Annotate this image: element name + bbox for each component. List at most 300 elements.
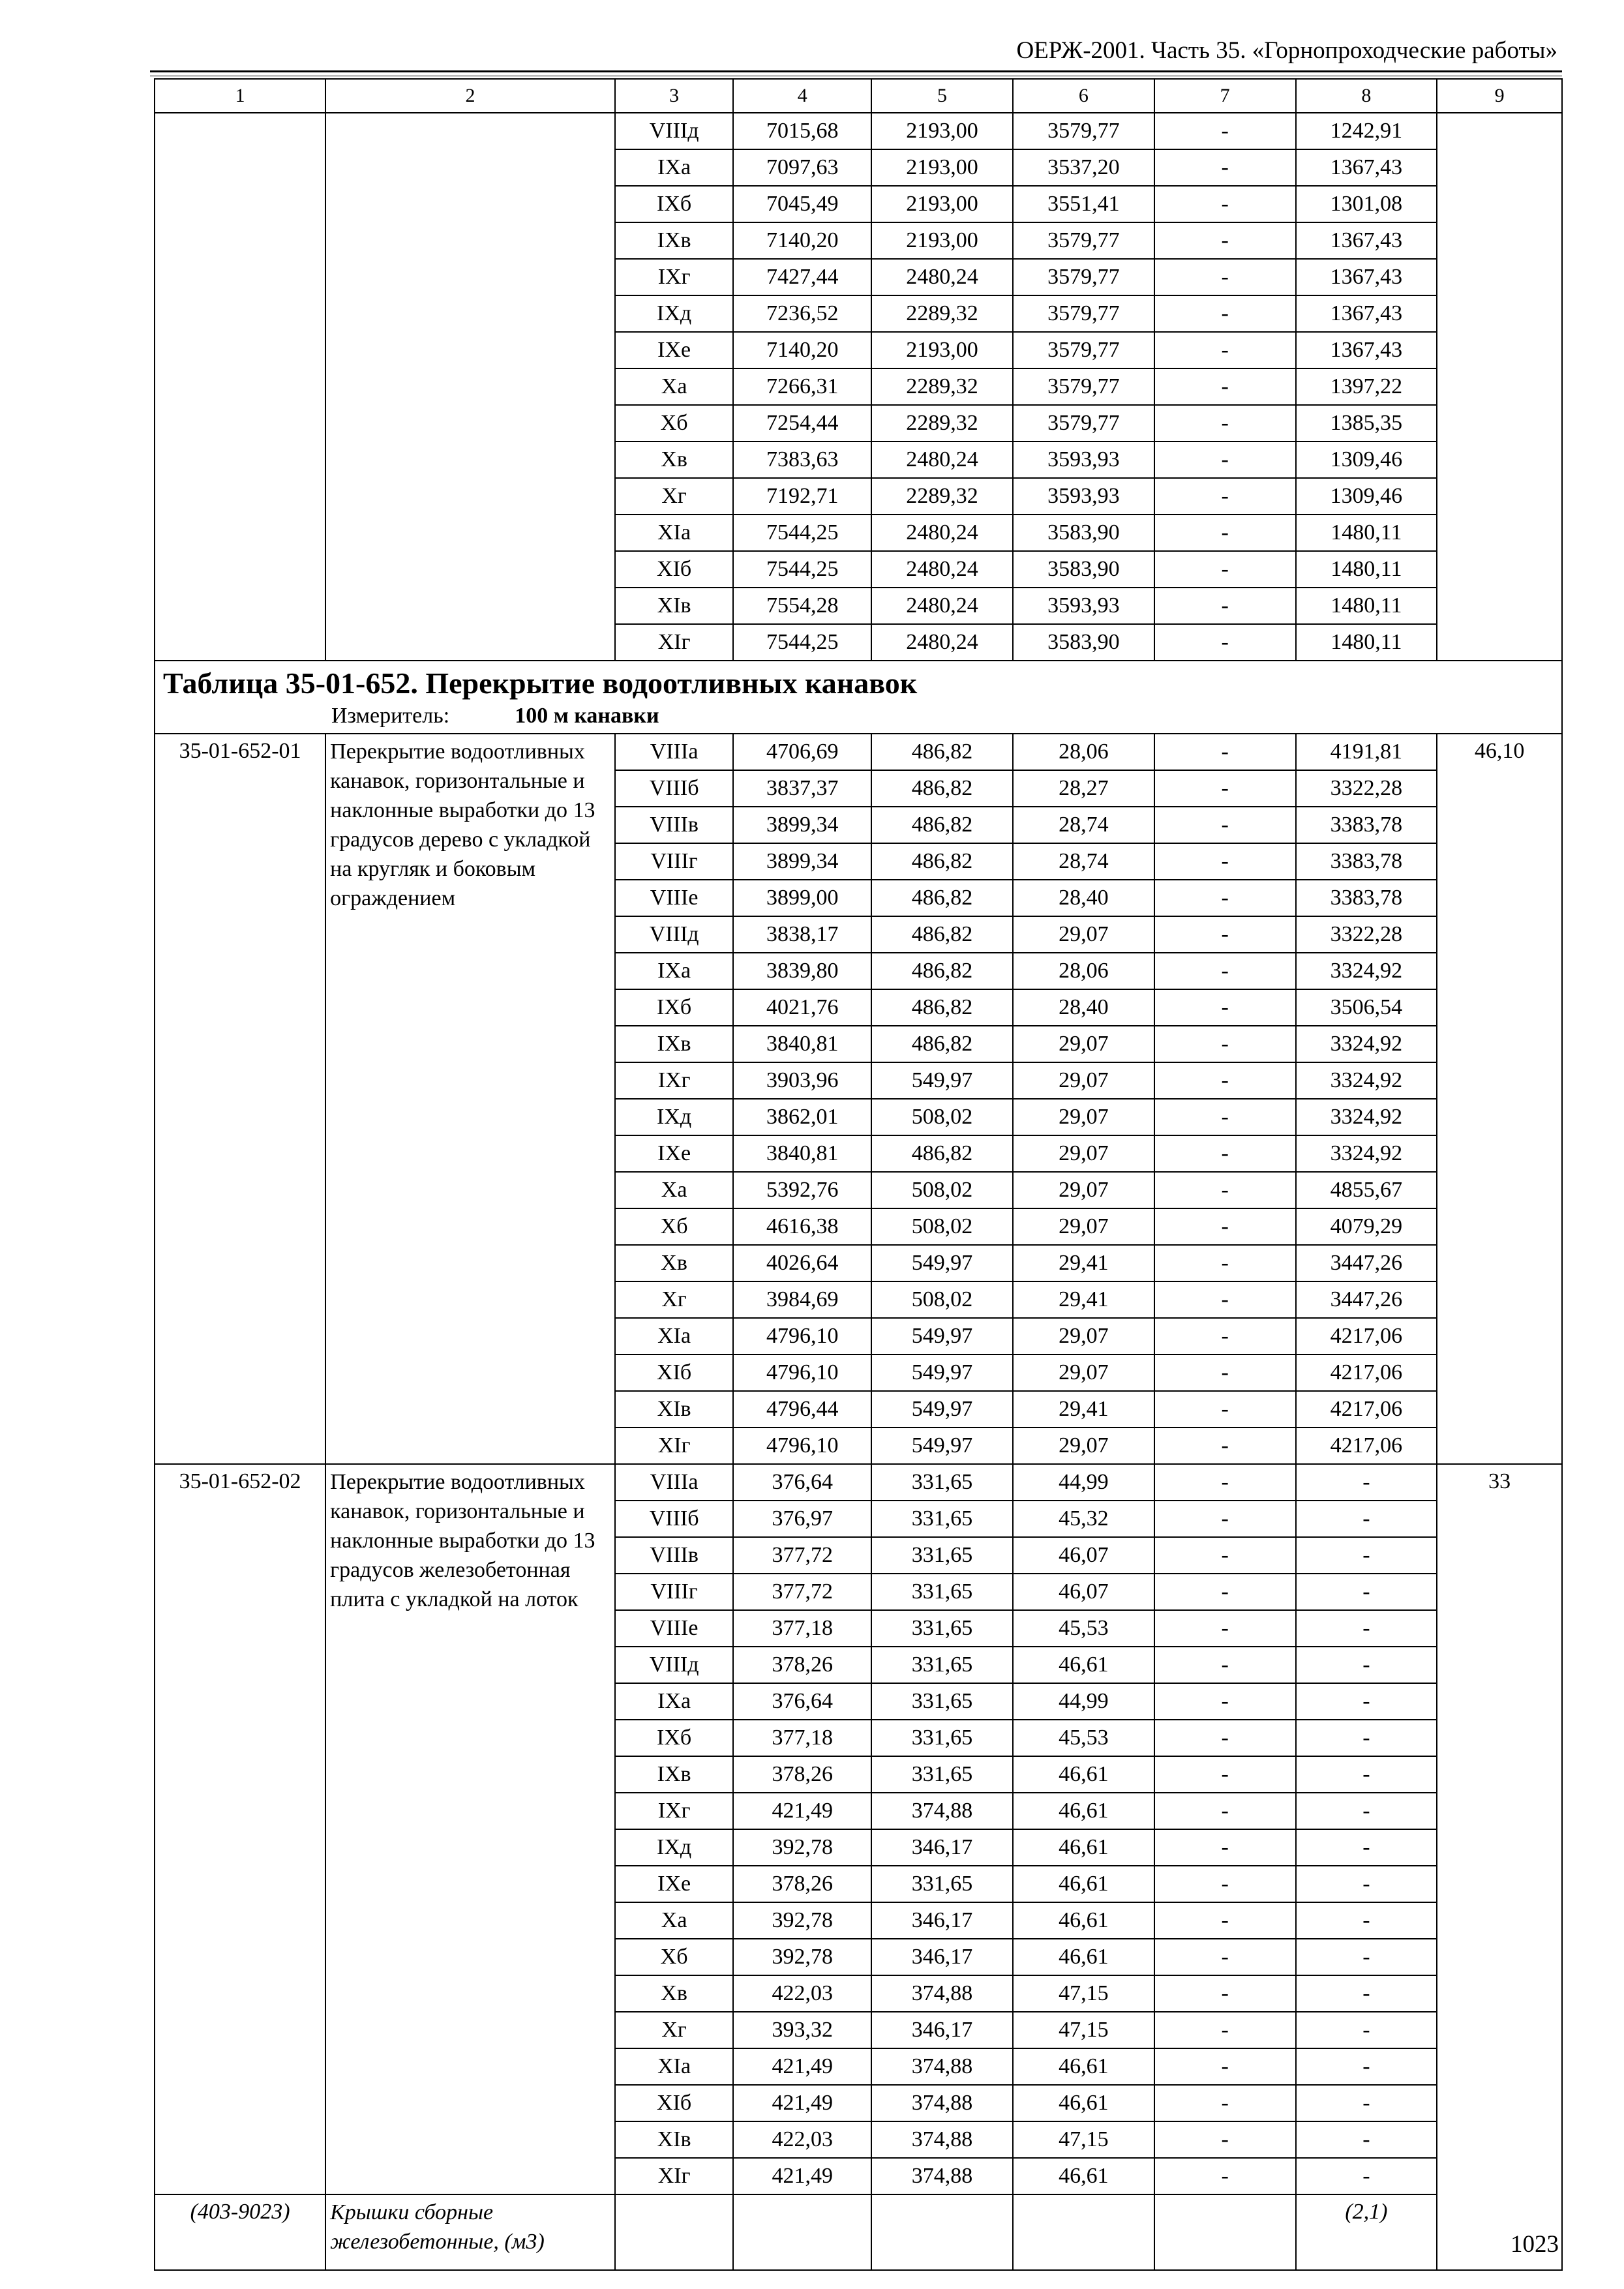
direct-cost-cell: 7140,20 — [733, 332, 871, 368]
machine-labor-cell: - — [1154, 2048, 1296, 2085]
labor-cost-cell: 2480,24 — [871, 588, 1013, 624]
category-cell: Xа — [615, 1172, 734, 1208]
labor-cost-cell: 346,17 — [871, 2012, 1013, 2048]
machine-cost-cell: 29,41 — [1013, 1391, 1154, 1428]
machine-cost-cell: 28,74 — [1013, 843, 1154, 880]
materials-cost-cell: 4855,67 — [1296, 1172, 1437, 1208]
machine-labor-cell: - — [1154, 186, 1296, 222]
category-cell: Xб — [615, 1939, 734, 1975]
machine-labor-cell: - — [1154, 1537, 1296, 1574]
category-cell: VIIIв — [615, 1537, 734, 1574]
machine-cost-cell: 3537,20 — [1013, 149, 1154, 186]
machine-labor-cell: - — [1154, 1245, 1296, 1281]
materials-cost-cell: - — [1296, 2085, 1437, 2121]
machine-cost-cell: 29,41 — [1013, 1281, 1154, 1318]
machine-labor-cell: - — [1154, 916, 1296, 953]
machine-labor-cell: - — [1154, 259, 1296, 295]
running-header: ОЕРЖ-2001. Часть 35. «Горнопроходческие работы» — [1016, 37, 1557, 64]
machine-labor-cell: - — [1154, 1281, 1296, 1318]
labor-cost-cell: 374,88 — [871, 2085, 1013, 2121]
direct-cost-cell: 392,78 — [733, 1829, 871, 1866]
category-cell: VIIIа — [615, 1464, 734, 1501]
labor-cost-cell: 549,97 — [871, 1354, 1013, 1391]
machine-labor-cell: - — [1154, 1135, 1296, 1172]
materials-cost-cell: 3322,28 — [1296, 770, 1437, 807]
materials-cost-cell: 4191,81 — [1296, 734, 1437, 770]
direct-cost-cell: 422,03 — [733, 2121, 871, 2158]
machine-cost-cell: 29,07 — [1013, 1135, 1154, 1172]
machine-labor-cell: - — [1154, 1939, 1296, 1975]
item-description: Перекрытие водоотливных канавок, горизонтальные и наклонные выработки до 13 градусов железобетонная плита с укладкой на лоток — [325, 1464, 615, 2194]
category-cell: VIIIд — [615, 916, 734, 953]
item-code: 35-01-652-02 — [155, 1464, 325, 2194]
direct-cost-cell: 7192,71 — [733, 478, 871, 515]
materials-cost-cell: 3324,92 — [1296, 1062, 1437, 1099]
machine-cost-cell: 47,15 — [1013, 2121, 1154, 2158]
direct-cost-cell: 378,26 — [733, 1866, 871, 1902]
direct-cost-cell: 3840,81 — [733, 1135, 871, 1172]
materials-cost-cell: - — [1296, 1574, 1437, 1610]
direct-cost-cell: 392,78 — [733, 1939, 871, 1975]
machine-labor-cell: - — [1154, 295, 1296, 332]
materials-cost-cell: 3506,54 — [1296, 989, 1437, 1026]
rates-table — [154, 78, 1563, 2271]
labor-cost-cell: 331,65 — [871, 1720, 1013, 1756]
resource-note-row — [155, 2194, 1562, 2270]
machine-labor-cell: - — [1154, 332, 1296, 368]
direct-cost-cell: 4796,10 — [733, 1354, 871, 1391]
labor-cost-cell: 2480,24 — [871, 624, 1013, 661]
machine-cost-cell: 46,61 — [1013, 2085, 1154, 2121]
machine-cost-cell: 29,07 — [1013, 1318, 1154, 1354]
machine-cost-cell: 3583,90 — [1013, 515, 1154, 551]
labor-cost-cell: 486,82 — [871, 916, 1013, 953]
column-number: 2 — [325, 79, 615, 113]
machine-cost-cell: 29,07 — [1013, 1428, 1154, 1464]
category-cell: XIб — [615, 2085, 734, 2121]
machine-cost-cell: 46,61 — [1013, 1756, 1154, 1793]
category-cell: Xб — [615, 405, 734, 441]
category-cell: IXб — [615, 1720, 734, 1756]
labor-cost-cell: 2289,32 — [871, 368, 1013, 405]
machine-labor-cell: - — [1154, 2121, 1296, 2158]
category-cell: IXб — [615, 989, 734, 1026]
machine-labor-cell: - — [1154, 1756, 1296, 1793]
direct-cost-cell: 4616,38 — [733, 1208, 871, 1245]
category-cell: IXв — [615, 1026, 734, 1062]
machine-labor-cell: - — [1154, 149, 1296, 186]
labor-cost-cell: 2193,00 — [871, 186, 1013, 222]
labor-cost-cell: 549,97 — [871, 1391, 1013, 1428]
machine-cost-cell: 3579,77 — [1013, 295, 1154, 332]
category-cell: XIг — [615, 1428, 734, 1464]
materials-cost-cell: 4217,06 — [1296, 1354, 1437, 1391]
resource-code: (403-9023) — [155, 2194, 325, 2270]
category-cell: VIIIг — [615, 843, 734, 880]
machine-cost-cell: 28,06 — [1013, 953, 1154, 989]
resource-quantity: (2,1) — [1296, 2194, 1437, 2270]
direct-cost-cell: 378,26 — [733, 1756, 871, 1793]
direct-cost-cell: 392,78 — [733, 1902, 871, 1939]
materials-cost-cell: 1385,35 — [1296, 405, 1437, 441]
machine-labor-cell: - — [1154, 1354, 1296, 1391]
machine-labor-cell: - — [1154, 588, 1296, 624]
labor-cost-cell: 486,82 — [871, 807, 1013, 843]
table-title-row — [155, 661, 1562, 734]
machine-labor-cell: - — [1154, 1428, 1296, 1464]
materials-cost-cell: 1309,46 — [1296, 441, 1437, 478]
direct-cost-cell: 7254,44 — [733, 405, 871, 441]
materials-cost-cell: 1397,22 — [1296, 368, 1437, 405]
machine-labor-cell: - — [1154, 1720, 1296, 1756]
empty-cell — [733, 2194, 871, 2270]
measure-line — [155, 703, 1561, 733]
materials-cost-cell: - — [1296, 2121, 1437, 2158]
labor-cost-cell: 374,88 — [871, 2048, 1013, 2085]
machine-labor-cell: - — [1154, 113, 1296, 149]
direct-cost-cell: 3862,01 — [733, 1099, 871, 1135]
category-cell: XIв — [615, 588, 734, 624]
direct-cost-cell: 7097,63 — [733, 149, 871, 186]
category-cell: Xв — [615, 1975, 734, 2012]
machine-labor-cell: - — [1154, 624, 1296, 661]
category-cell: VIIIв — [615, 807, 734, 843]
labor-cost-cell: 508,02 — [871, 1281, 1013, 1318]
category-cell: VIIIе — [615, 1610, 734, 1647]
materials-cost-cell: 4217,06 — [1296, 1391, 1437, 1428]
machine-cost-cell: 46,07 — [1013, 1574, 1154, 1610]
machine-cost-cell: 47,15 — [1013, 2012, 1154, 2048]
category-cell: IXе — [615, 332, 734, 368]
machine-cost-cell: 3593,93 — [1013, 478, 1154, 515]
materials-cost-cell: - — [1296, 1537, 1437, 1574]
category-cell: IXб — [615, 186, 734, 222]
labor-cost-cell: 486,82 — [871, 770, 1013, 807]
labor-cost-cell: 2289,32 — [871, 295, 1013, 332]
machine-cost-cell: 44,99 — [1013, 1683, 1154, 1720]
materials-cost-cell: - — [1296, 1501, 1437, 1537]
direct-cost-cell: 7544,25 — [733, 515, 871, 551]
direct-cost-cell: 378,26 — [733, 1647, 871, 1683]
category-cell: IXг — [615, 1062, 734, 1099]
column-number: 9 — [1437, 79, 1562, 113]
category-cell: IXа — [615, 1683, 734, 1720]
column-number: 5 — [871, 79, 1013, 113]
direct-cost-cell: 3838,17 — [733, 916, 871, 953]
measure-value: 100 м канавки — [515, 704, 659, 728]
machine-cost-cell: 29,41 — [1013, 1245, 1154, 1281]
direct-cost-cell: 3837,37 — [733, 770, 871, 807]
materials-cost-cell: - — [1296, 1756, 1437, 1793]
category-cell: IXа — [615, 149, 734, 186]
labor-cost-cell: 331,65 — [871, 1574, 1013, 1610]
machine-labor-cell: - — [1154, 1026, 1296, 1062]
direct-cost-cell: 421,49 — [733, 2158, 871, 2194]
materials-cost-cell: 1367,43 — [1296, 259, 1437, 295]
direct-cost-cell: 3903,96 — [733, 1062, 871, 1099]
machine-labor-cell: - — [1154, 1793, 1296, 1829]
materials-cost-cell: 1367,43 — [1296, 222, 1437, 259]
machine-labor-cell: - — [1154, 368, 1296, 405]
machine-cost-cell: 46,61 — [1013, 1829, 1154, 1866]
machine-labor-cell: - — [1154, 1902, 1296, 1939]
machine-labor-cell: - — [1154, 880, 1296, 916]
machine-labor-cell: - — [1154, 515, 1296, 551]
empty-cell — [1154, 2194, 1296, 2270]
labor-cost-cell: 549,97 — [871, 1062, 1013, 1099]
labor-cost-cell: 2480,24 — [871, 515, 1013, 551]
item-workers: 33 — [1437, 1464, 1562, 2270]
machine-cost-cell: 28,27 — [1013, 770, 1154, 807]
machine-labor-cell: - — [1154, 2158, 1296, 2194]
materials-cost-cell: 3324,92 — [1296, 1135, 1437, 1172]
direct-cost-cell: 377,18 — [733, 1610, 871, 1647]
machine-cost-cell: 3551,41 — [1013, 186, 1154, 222]
materials-cost-cell: - — [1296, 2048, 1437, 2085]
labor-cost-cell: 2193,00 — [871, 332, 1013, 368]
table-row — [155, 1464, 1562, 1501]
labor-cost-cell: 2289,32 — [871, 405, 1013, 441]
machine-cost-cell: 3579,77 — [1013, 259, 1154, 295]
machine-cost-cell: 46,61 — [1013, 1793, 1154, 1829]
materials-cost-cell: - — [1296, 2158, 1437, 2194]
direct-cost-cell: 376,64 — [733, 1464, 871, 1501]
machine-labor-cell: - — [1154, 1208, 1296, 1245]
category-cell: XIб — [615, 551, 734, 588]
materials-cost-cell: - — [1296, 1720, 1437, 1756]
machine-cost-cell: 3579,77 — [1013, 222, 1154, 259]
materials-cost-cell: 1367,43 — [1296, 332, 1437, 368]
labor-cost-cell: 331,65 — [871, 1756, 1013, 1793]
labor-cost-cell: 346,17 — [871, 1829, 1013, 1866]
column-number: 3 — [615, 79, 734, 113]
labor-cost-cell: 374,88 — [871, 2158, 1013, 2194]
column-number: 6 — [1013, 79, 1154, 113]
materials-cost-cell: 3383,78 — [1296, 843, 1437, 880]
machine-cost-cell: 29,07 — [1013, 1026, 1154, 1062]
machine-labor-cell: - — [1154, 1099, 1296, 1135]
machine-cost-cell: 46,61 — [1013, 1902, 1154, 1939]
materials-cost-cell: - — [1296, 1939, 1437, 1975]
machine-labor-cell: - — [1154, 1318, 1296, 1354]
empty-cell — [615, 2194, 734, 2270]
materials-cost-cell: 3447,26 — [1296, 1281, 1437, 1318]
machine-cost-cell: 47,15 — [1013, 1975, 1154, 2012]
machine-labor-cell: - — [1154, 2085, 1296, 2121]
machine-labor-cell: - — [1154, 953, 1296, 989]
empty-cell — [1013, 2194, 1154, 2270]
labor-cost-cell: 2193,00 — [871, 222, 1013, 259]
direct-cost-cell: 376,64 — [733, 1683, 871, 1720]
machine-cost-cell: 3579,77 — [1013, 368, 1154, 405]
direct-cost-cell: 393,32 — [733, 2012, 871, 2048]
materials-cost-cell: 4217,06 — [1296, 1428, 1437, 1464]
labor-cost-cell: 508,02 — [871, 1172, 1013, 1208]
direct-cost-cell: 7427,44 — [733, 259, 871, 295]
direct-cost-cell: 376,97 — [733, 1501, 871, 1537]
labor-cost-cell: 2193,00 — [871, 113, 1013, 149]
machine-cost-cell: 45,53 — [1013, 1610, 1154, 1647]
column-number: 4 — [733, 79, 871, 113]
labor-cost-cell: 2193,00 — [871, 149, 1013, 186]
category-cell: Xг — [615, 1281, 734, 1318]
machine-cost-cell: 3593,93 — [1013, 588, 1154, 624]
direct-cost-cell: 3899,34 — [733, 843, 871, 880]
machine-labor-cell: - — [1154, 770, 1296, 807]
machine-labor-cell: - — [1154, 1647, 1296, 1683]
page-number: 1023 — [1511, 2231, 1559, 2258]
machine-cost-cell: 3579,77 — [1013, 405, 1154, 441]
direct-cost-cell: 7015,68 — [733, 113, 871, 149]
materials-cost-cell: 3322,28 — [1296, 916, 1437, 953]
machine-labor-cell: - — [1154, 1464, 1296, 1501]
direct-cost-cell: 422,03 — [733, 1975, 871, 2012]
category-cell: IXд — [615, 1099, 734, 1135]
table-title-cell — [155, 661, 1562, 734]
materials-cost-cell: 3383,78 — [1296, 880, 1437, 916]
machine-cost-cell: 29,07 — [1013, 1172, 1154, 1208]
labor-cost-cell: 2289,32 — [871, 478, 1013, 515]
direct-cost-cell: 4021,76 — [733, 989, 871, 1026]
direct-cost-cell: 7266,31 — [733, 368, 871, 405]
materials-cost-cell: 3383,78 — [1296, 807, 1437, 843]
materials-cost-cell: 1480,11 — [1296, 624, 1437, 661]
category-cell: XIг — [615, 2158, 734, 2194]
materials-cost-cell: - — [1296, 1866, 1437, 1902]
category-cell: VIIIг — [615, 1574, 734, 1610]
table-title: Таблица 35-01-652. Перекрытие водоотливных канавок — [163, 666, 918, 700]
measure-label: Измеритель: — [331, 704, 450, 728]
category-cell: IXг — [615, 259, 734, 295]
labor-cost-cell: 549,97 — [871, 1428, 1013, 1464]
direct-cost-cell: 4796,10 — [733, 1318, 871, 1354]
category-cell: IXа — [615, 953, 734, 989]
item-description: Перекрытие водоотливных канавок, горизонтальные и наклонные выработки до 13 градусов дерево с укладкой на кругляк и боковым ограждением — [325, 734, 615, 1464]
workers-cell — [1437, 113, 1562, 661]
column-number: 1 — [155, 79, 325, 113]
machine-cost-cell: 3579,77 — [1013, 113, 1154, 149]
machine-labor-cell: - — [1154, 405, 1296, 441]
materials-cost-cell: - — [1296, 1464, 1437, 1501]
column-number: 7 — [1154, 79, 1296, 113]
category-cell: IXв — [615, 1756, 734, 1793]
resource-description: Крышки сборные железобетонные, (м3) — [325, 2194, 615, 2270]
machine-cost-cell: 29,07 — [1013, 1354, 1154, 1391]
category-cell: IXе — [615, 1135, 734, 1172]
direct-cost-cell: 421,49 — [733, 2048, 871, 2085]
category-cell: XIв — [615, 1391, 734, 1428]
machine-cost-cell: 46,61 — [1013, 2158, 1154, 2194]
labor-cost-cell: 331,65 — [871, 1683, 1013, 1720]
category-cell: Xа — [615, 368, 734, 405]
labor-cost-cell: 374,88 — [871, 1975, 1013, 2012]
materials-cost-cell: 4217,06 — [1296, 1318, 1437, 1354]
category-cell: VIIIе — [615, 880, 734, 916]
direct-cost-cell: 4796,10 — [733, 1428, 871, 1464]
machine-cost-cell: 29,07 — [1013, 1208, 1154, 1245]
labor-cost-cell: 346,17 — [871, 1939, 1013, 1975]
category-cell: IXв — [615, 222, 734, 259]
category-cell: Xв — [615, 1245, 734, 1281]
machine-cost-cell: 46,61 — [1013, 1647, 1154, 1683]
item-code: 35-01-652-01 — [155, 734, 325, 1464]
labor-cost-cell: 486,82 — [871, 843, 1013, 880]
machine-labor-cell: - — [1154, 1610, 1296, 1647]
materials-cost-cell: 3447,26 — [1296, 1245, 1437, 1281]
materials-cost-cell: 1480,11 — [1296, 588, 1437, 624]
direct-cost-cell: 7383,63 — [733, 441, 871, 478]
empty-cell — [871, 2194, 1013, 2270]
direct-cost-cell: 3899,00 — [733, 880, 871, 916]
labor-cost-cell: 331,65 — [871, 1866, 1013, 1902]
materials-cost-cell: 1480,11 — [1296, 515, 1437, 551]
category-cell: Xа — [615, 1902, 734, 1939]
materials-cost-cell: 1242,91 — [1296, 113, 1437, 149]
category-cell: XIа — [615, 2048, 734, 2085]
machine-cost-cell: 44,99 — [1013, 1464, 1154, 1501]
labor-cost-cell: 486,82 — [871, 1026, 1013, 1062]
labor-cost-cell: 486,82 — [871, 1135, 1013, 1172]
direct-cost-cell: 377,72 — [733, 1537, 871, 1574]
machine-labor-cell: - — [1154, 1501, 1296, 1537]
materials-cost-cell: 3324,92 — [1296, 953, 1437, 989]
machine-cost-cell: 28,40 — [1013, 989, 1154, 1026]
labor-cost-cell: 549,97 — [871, 1245, 1013, 1281]
category-cell: VIIIа — [615, 734, 734, 770]
labor-cost-cell: 508,02 — [871, 1208, 1013, 1245]
machine-labor-cell: - — [1154, 441, 1296, 478]
category-cell: VIIIб — [615, 1501, 734, 1537]
labor-cost-cell: 331,65 — [871, 1501, 1013, 1537]
column-number-row — [155, 79, 1562, 113]
direct-cost-cell: 7554,28 — [733, 588, 871, 624]
direct-cost-cell: 7140,20 — [733, 222, 871, 259]
category-cell: Xг — [615, 478, 734, 515]
direct-cost-cell: 4796,44 — [733, 1391, 871, 1428]
labor-cost-cell: 2480,24 — [871, 441, 1013, 478]
category-cell: Xг — [615, 2012, 734, 2048]
materials-cost-cell: 1480,11 — [1296, 551, 1437, 588]
machine-cost-cell: 46,61 — [1013, 1866, 1154, 1902]
machine-labor-cell: - — [1154, 551, 1296, 588]
materials-cost-cell: 1301,08 — [1296, 186, 1437, 222]
machine-cost-cell: 28,40 — [1013, 880, 1154, 916]
materials-cost-cell: 4079,29 — [1296, 1208, 1437, 1245]
materials-cost-cell: - — [1296, 1793, 1437, 1829]
machine-cost-cell: 45,53 — [1013, 1720, 1154, 1756]
direct-cost-cell: 3839,80 — [733, 953, 871, 989]
materials-cost-cell: 1367,43 — [1296, 149, 1437, 186]
labor-cost-cell: 2480,24 — [871, 551, 1013, 588]
machine-labor-cell: - — [1154, 989, 1296, 1026]
category-cell: VIIIб — [615, 770, 734, 807]
direct-cost-cell: 421,49 — [733, 1793, 871, 1829]
category-cell: IXе — [615, 1866, 734, 1902]
direct-cost-cell: 7544,25 — [733, 551, 871, 588]
machine-labor-cell: - — [1154, 222, 1296, 259]
machine-labor-cell: - — [1154, 1062, 1296, 1099]
direct-cost-cell: 5392,76 — [733, 1172, 871, 1208]
category-cell: XIб — [615, 1354, 734, 1391]
labor-cost-cell: 346,17 — [871, 1902, 1013, 1939]
description-cell — [325, 113, 615, 661]
labor-cost-cell: 508,02 — [871, 1099, 1013, 1135]
machine-cost-cell: 29,07 — [1013, 1062, 1154, 1099]
labor-cost-cell: 331,65 — [871, 1610, 1013, 1647]
machine-cost-cell: 28,06 — [1013, 734, 1154, 770]
labor-cost-cell: 549,97 — [871, 1318, 1013, 1354]
machine-cost-cell: 28,74 — [1013, 807, 1154, 843]
